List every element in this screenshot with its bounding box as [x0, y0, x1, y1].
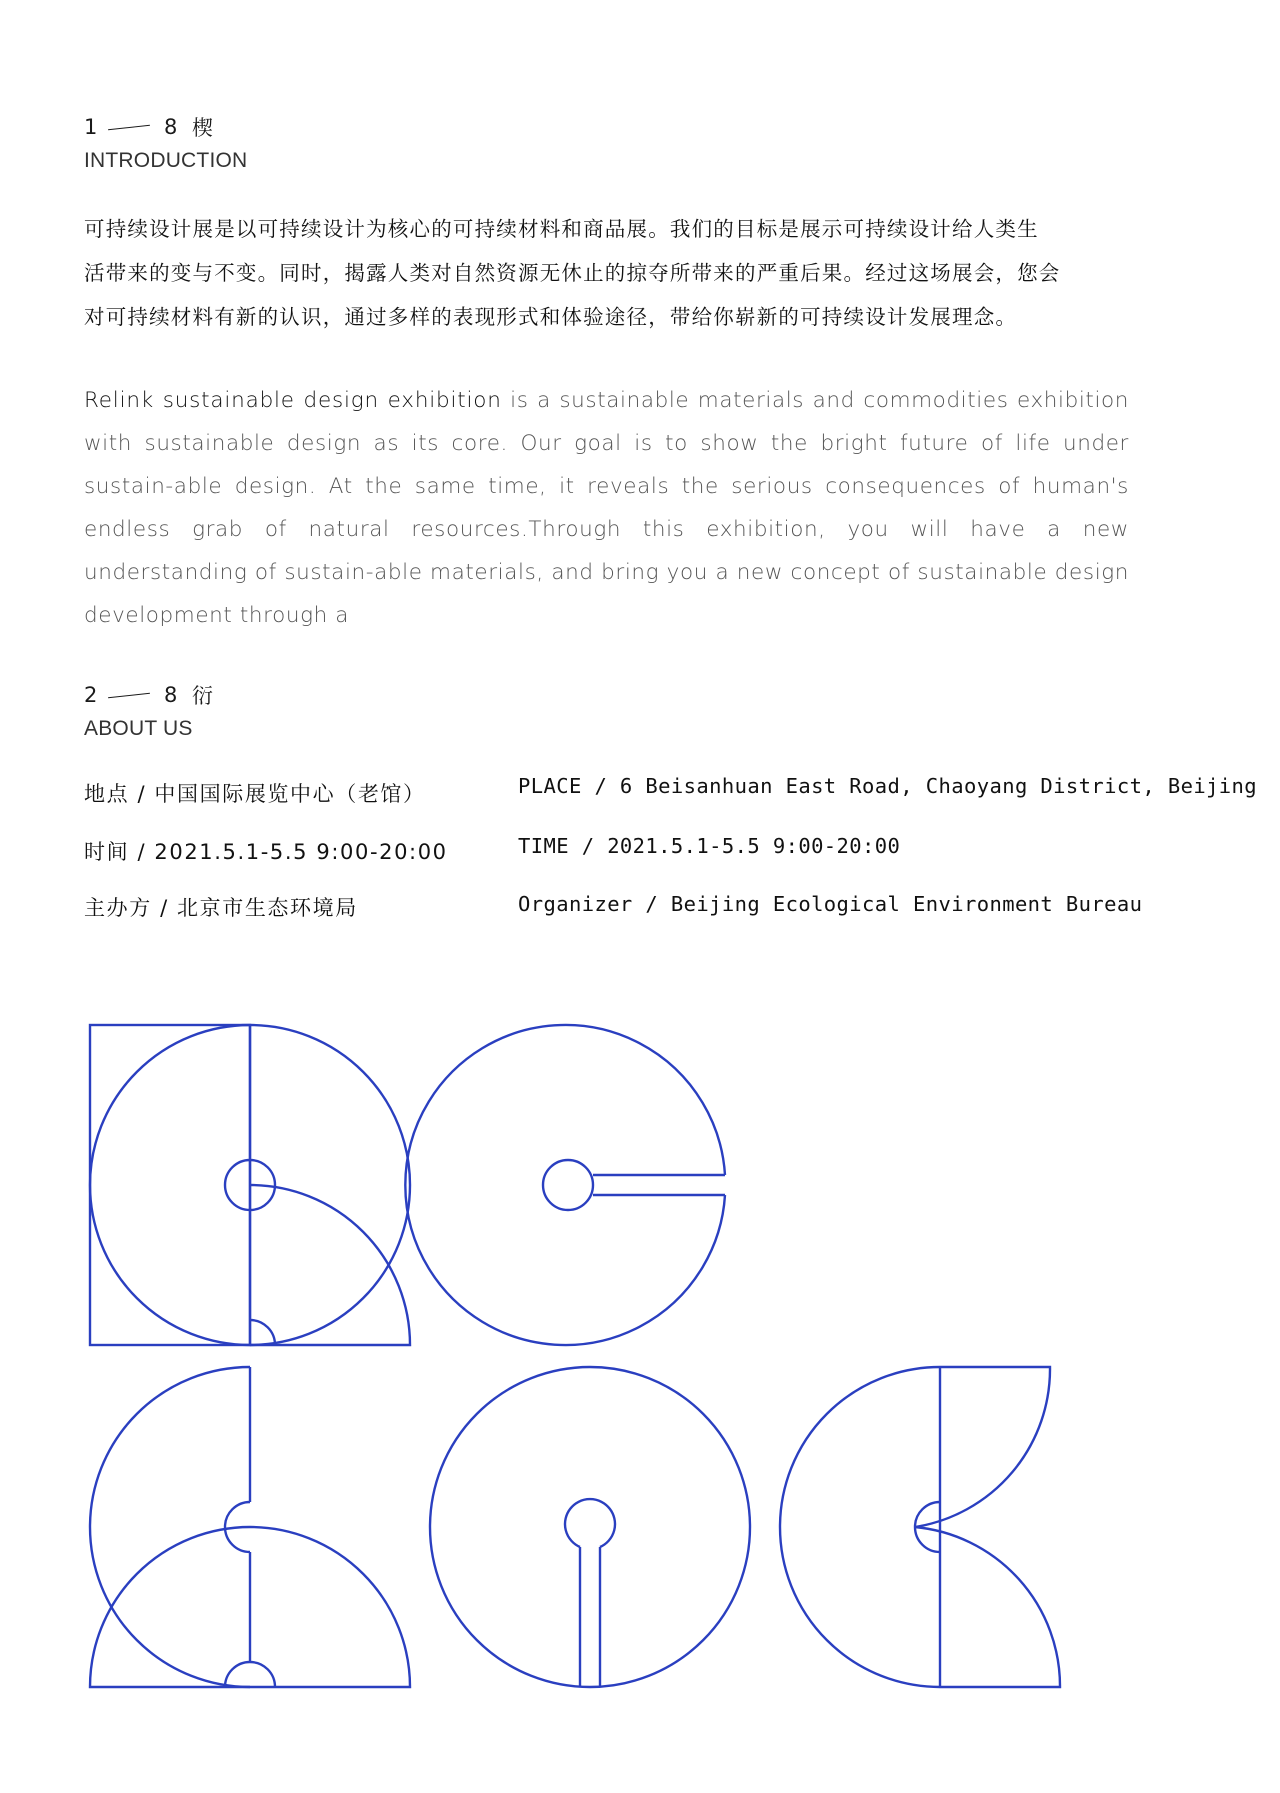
- section-title-en: ABOUT US: [84, 717, 193, 740]
- logo-glyph-2: [405, 1025, 725, 1345]
- section-number-left: 1: [84, 115, 100, 139]
- info-place-cn: 地点 / 中国国际展览中心（老馆）: [84, 782, 426, 806]
- section-number-right: 8: [164, 115, 180, 139]
- section-title-en: INTRODUCTION: [84, 149, 248, 172]
- intro-cn-line: 对可持续材料有新的认识，通过多样的表现形式和体验途径，带给你崭新的可持续设计发展理念。: [84, 305, 1018, 329]
- section-title-cn: 楔: [192, 116, 215, 140]
- section-number-right: 8: [164, 683, 180, 707]
- info-organizer-cn: 主办方 / 北京市生态环境局: [84, 896, 358, 920]
- logo-glyph-3: [90, 1367, 410, 1687]
- section-title-cn: 衍: [192, 684, 215, 708]
- logo-glyph-5: [780, 1367, 1060, 1687]
- info-time-cn: 时间 / 2021.5.1-5.5 9:00-20:00: [84, 840, 448, 864]
- intro-cn-line: 可持续设计展是以可持续设计为核心的可持续材料和商品展。我们的目标是展示可持续设计给人类生: [84, 217, 1039, 241]
- info-time-en: TIME / 2021.5.1-5.5 9:00-20:00: [518, 834, 901, 858]
- info-place-en: PLACE / 6 Beisanhuan East Road, Chaoyang District, Beijing: [518, 774, 1258, 798]
- section-number-left: 2: [84, 683, 100, 707]
- intro-cn-line: 活带来的变与不变。同时，揭露人类对自然资源无休止的掠夺所带来的严重后果。经过这场展会，您会: [84, 261, 1061, 285]
- logo-glyph-1: [90, 1025, 410, 1345]
- intro-en-rest: is a sustainable materials and commodities exhibition with sustainable design as its core. Our goal is to show the bright future of life under sustain-able design. At the same time, it reveals the serious consequences of human's endless grab of natural resources.Through this exhibition, you will have a new understanding of sustain-able materials, and bring you a new concept of sustainable design development through a: [84, 388, 1129, 628]
- info-organizer-en: Organizer / Beijing Ecological Environment Bureau: [518, 892, 1143, 916]
- logo-glyph-4: [430, 1367, 750, 1687]
- intro-en-lead: Relink sustainable design exhibition: [84, 388, 502, 413]
